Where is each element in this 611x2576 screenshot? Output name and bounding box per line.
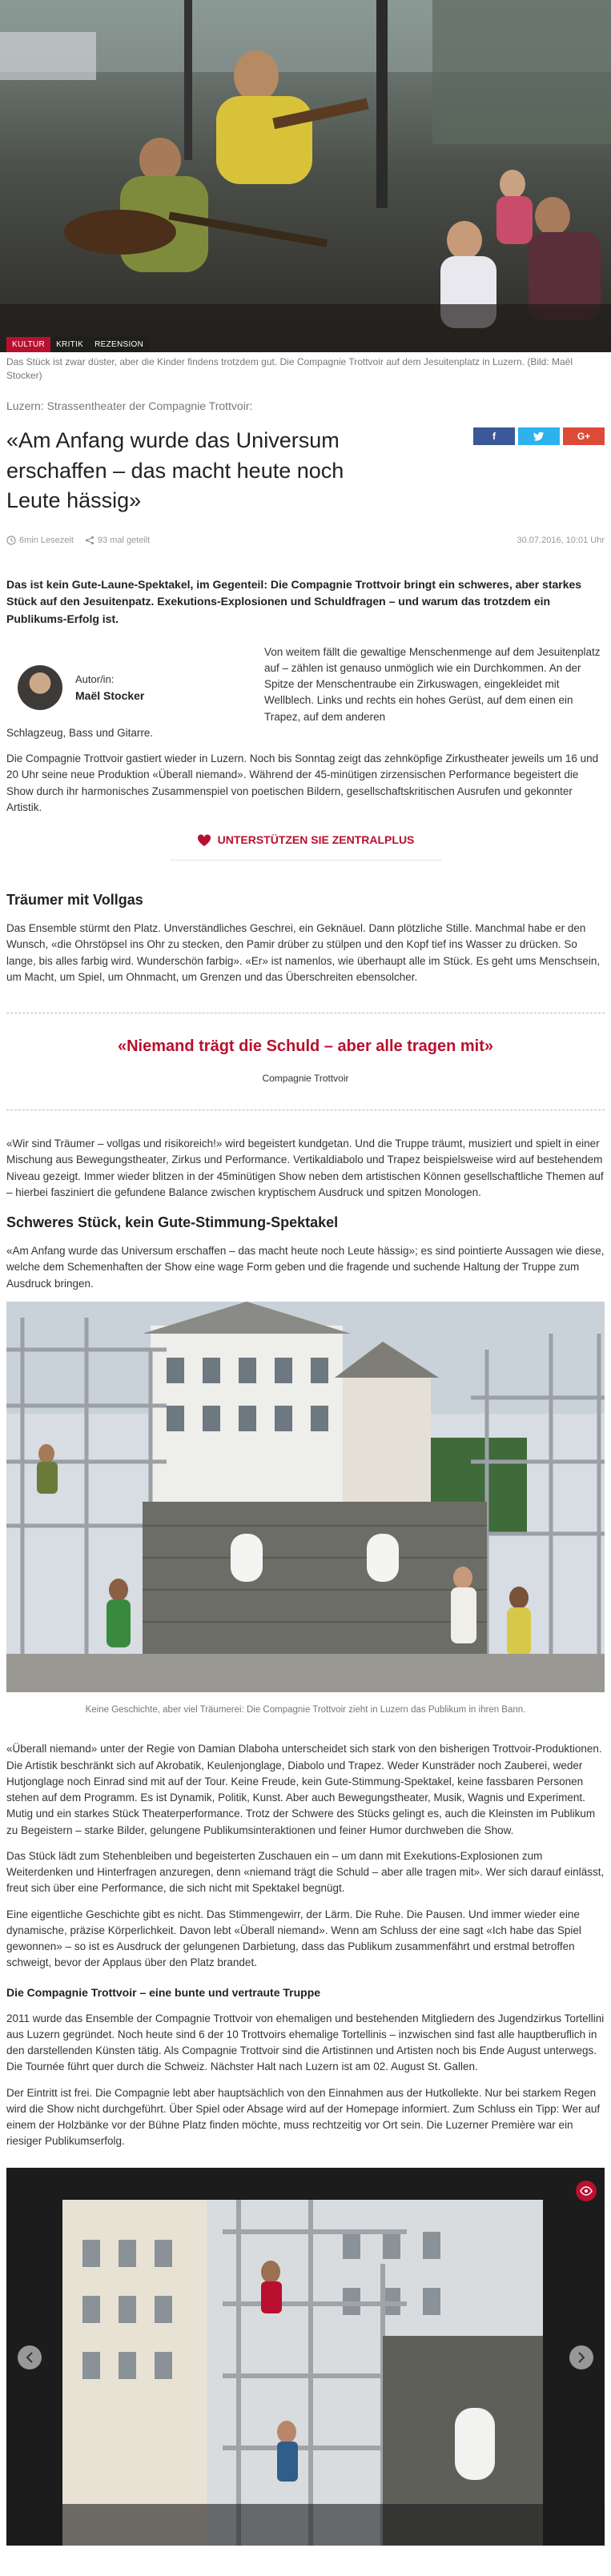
read-time — [6, 534, 74, 548]
article-body — [0, 398, 611, 2546]
paragraph-1: Die Compagnie Trottvoir gastiert wieder in Luzern. Noch bis Sonntag zeigt das zehnköpfige Zirkustheater jeweils um 16 und 20 Uhr seine neue Produktion «Überall niemand». Während der 45-minütigen zirzensischen Performance begeistert die Show durch ihr harmonisches Zusammenspiel von poetischen Bildern, gesellschaftskritischen Ausrufen und gekonnter Artistik. — [6, 752, 599, 813]
image-caption: Keine Geschichte, aber viel Träumerei: Die Compagnie Trottvoir zieht in Luzern das Publikum in ihren Bann. — [85, 1705, 526, 1715]
support-button[interactable] — [170, 832, 442, 861]
hero-image — [0, 0, 611, 352]
gallery-next-button[interactable] — [569, 2345, 593, 2369]
intro-paragraph-continued: Schlagzeug, Bass und Gitarre. — [6, 726, 154, 739]
gallery-photo — [6, 2168, 605, 2546]
author-box[interactable] — [6, 644, 264, 725]
hero-caption: Das Stück ist zwar düster, aber die Kinder findens trotzdem gut. Die Compagnie Trottvoir auf dem Jesuitenplatz in Luzern. (Bild: Maël Stocker) — [6, 356, 573, 382]
gallery-view-button[interactable] — [576, 2181, 597, 2201]
article-kicker: Luzern: Strassentheater der Compagnie Trottvoir: — [6, 399, 253, 412]
category-tags — [6, 337, 149, 352]
heading-schweres-stueck: Schweres Stück, kein Gute-Stimmung-Spektakel — [6, 1214, 339, 1231]
chevron-left-icon — [26, 2352, 34, 2363]
share-count-text: 93 mal geteilt — [97, 536, 151, 546]
support-label: UNTERSTÜTZEN SIE ZENTRALPLUS — [217, 833, 415, 847]
article-image — [6, 1302, 605, 1697]
share-icon — [85, 536, 94, 545]
tag-kritik[interactable]: KRITIK — [50, 337, 89, 352]
author-label: Autor/in: — [75, 673, 115, 686]
paragraph-7: Eine eigentliche Geschichte gibt es nicht. Das Stimmengewirr, der Lärm. Die Ruhe. Die Pausen. Und immer wieder eine dynamische, präzise Körperlichkeit. Davon lebt «Überall niemand». Wenn am Schluss der eine sagt «Ich habe das Spiel gewonnen» – so ist es Ausdruck der gelungenen Darbietung, dass das Publikum zusammenfährt und erstmal betroffen schweigt, bevor der Applaus über den Platz brandet. — [6, 1908, 581, 1969]
paragraph-2: Das Ensemble stürmt den Platz. Unverständliches Geschrei, ein Geknäuel. Dann plötzliche Stille. Manchmal habe er den Wunsch, «die Ohrstöpsel ins Ohr zu stecken, den Pamir drüber zu stülpen und den Kopf tief ins Wasser zu drücken. So lange, bis alles farbig wird. Wunderschön farbig». «Er» ist namenlos, wie überhaupt alle im Stück. Es geht ums Menschsein, um Macht, um Spiel, um Ohnmacht, um Grenzen und das Überschreiten ebensolcher. — [6, 922, 601, 983]
paragraph-8: 2011 wurde das Ensemble der Compagnie Trottvoir von ehemaligen und bestehenden Mitgliedern des Jugendzirkus Tortellini aus Luzern gegründet. Noch heute sind 6 der 10 Trottvoirs ehemalige Tortellinis – inzwischen sind fast alle hauptberuflich in den darstellenden Künsten tätig. Als Compagnie Trottvoir sind die Artistinnen und Artisten noch bis Ende August unterwegs. Die Tournée führt quer durch die Schweiz. Nächster Halt nach Luzern ist am 02. August St. Gallen. — [6, 2012, 605, 2073]
heading-traeumer: Träumer mit Vollgas — [6, 892, 143, 909]
paragraph-4: «Am Anfang wurde das Universum erschaffen – das macht heute noch Leute hässig»; es sind pointierte Aussagen wie diese, welche dem Schemenhaften der Show eine wage Form geben und die fragende und suchende Haltung der Truppe zum Ausdruck bringen. — [6, 1245, 605, 1290]
hero-photo — [0, 0, 611, 352]
title-row — [6, 426, 605, 516]
tag-rezension[interactable]: REZENSION — [89, 337, 149, 352]
pull-quote-text: «Niemand trägt die Schuld – aber alle tragen mit» — [117, 1037, 494, 1056]
pull-quote-source: Compagnie Trottvoir — [262, 1073, 349, 1085]
author-section — [6, 644, 605, 725]
tag-kultur[interactable]: KULTUR — [6, 337, 50, 352]
publish-date: 30.07.2016, 10:01 Uhr — [517, 536, 605, 546]
paragraph-5: «Überall niemand» unter der Regie von Damian Dlaboha unterscheidet sich stark von den bisherigen Trottvoir-Produktionen. Die Artistik beschränkt sich auf Akrobatik, Keulenjonglage, Diabolo und Trapez. Weder Kunsträder noch Zauberei, weder Hutjonglage noch Einrad sind mit auf der Tour. Keine Freude, kein Gute-Stimmung-Spektakel, keine fassbaren Personen stehen auf dem Programm. Es ist Dynamik, Politik, Kunst. Aber auch Bewegungstheater, Musik, Wagnis und Experiment. Mutig und ein starkes Stück Theaterperformance. Trotz der Schwere des Stücks gelingt es, auch die Kleinsten im Publikum zu Begeistern – starke Bilder, gelungene Publikumsinteraktionen und feiner Humor durchweben die Show. — [6, 1743, 602, 1836]
paragraph-3: «Wir sind Träumer – vollgas und risikoreich!» wird begeistert kundgetan. Und die Truppe träumt, musiziert und spielt in einer Mischung aus Bewegungstheater, Zirkus und Performance. Vertikaldiabolo und Trapez beispielsweise wird auf bestehendem Niveau gezeigt. Immer wieder blitzen in der 45minütigen Show neben dem artistischen Können gesellschaftliche Themen auf – hierbei fasziniert die gefundene Balance zwischen kryptischem Ausdruck und spitzen Monologen. — [6, 1138, 604, 1198]
image-gallery[interactable] — [6, 2168, 605, 2546]
share-count — [85, 534, 150, 548]
twitter-share-button[interactable] — [518, 427, 560, 445]
article-title: «Am Anfang wurde das Universum erschaffen – das macht heute noch Leute hässig» — [6, 427, 344, 513]
clock-icon — [6, 536, 16, 545]
gallery-prev-button[interactable] — [18, 2345, 42, 2369]
heading-compagnie: Die Compagnie Trottvoir – eine bunte und vertraute Truppe — [6, 1985, 321, 1999]
facebook-share-button[interactable]: f — [473, 427, 515, 445]
share-buttons — [473, 427, 605, 445]
paragraph-9: Der Eintritt ist frei. Die Compagnie lebt aber hauptsächlich von den Einnahmen aus der Hutkollekte. Nur bei starkem Regen wird die Show nicht durchgeführt. Über Spiel oder Absage wird auf der Homepage informiert. Zum Schluss ein Tipp: Wer auf einem der Holzbänke vor der Bühne Platz finden möchte, muss rechtzeitig vor Ort sein. Die Luzerner Première war ein riesiger Publikumserfolg. — [6, 2086, 601, 2148]
google-plus-share-button[interactable]: G+ — [563, 427, 605, 445]
performance-photo — [6, 1302, 605, 1692]
author-name[interactable]: Maël Stocker — [75, 688, 145, 702]
paragraph-6: Das Stück lädt zum Stehenbleiben und begeisterten Zuschauen ein – um dann mit Exekutions-Explosionen zum Weiterdenken und Hinterfragen anzuregen, denn «niemand trägt die Schuld – aber alle tragen mit». Wer sich darauf einlässt, freut sich über eine Performance, die sich nicht mit Spektakel begnügt. — [6, 1849, 605, 1895]
pull-quote — [6, 1013, 605, 1110]
heart-icon — [197, 834, 211, 847]
article-meta — [6, 534, 605, 548]
author-avatar — [18, 665, 62, 710]
twitter-icon — [533, 431, 545, 441]
intro-paragraph: Von weitem fällt die gewaltige Menschenmenge auf dem Jesuitenplatz auf – zählen ist genauso unmöglich wie ein Durchkommen. An der Spitze der Menschentraube ein Zirkuswagen, eingekleidet mit Wellblech. Links und rechts ein hohes Gerüst, auf dem einen ein Trapez, auf dem anderen — [264, 645, 601, 723]
eye-icon — [580, 2186, 593, 2196]
read-time-text: 6min Lesezeit — [19, 536, 74, 546]
article-lead: Das ist kein Gute-Laune-Spektakel, im Gegenteil: Die Compagnie Trottvoir bringt ein schweres, aber starkes Stück auf den Jesuitenpatz. Exekutions-Explosionen und Schuldfragen – und warum das trotzdem ein Publikums-Erfolg ist. — [6, 577, 582, 626]
chevron-right-icon — [577, 2352, 585, 2363]
